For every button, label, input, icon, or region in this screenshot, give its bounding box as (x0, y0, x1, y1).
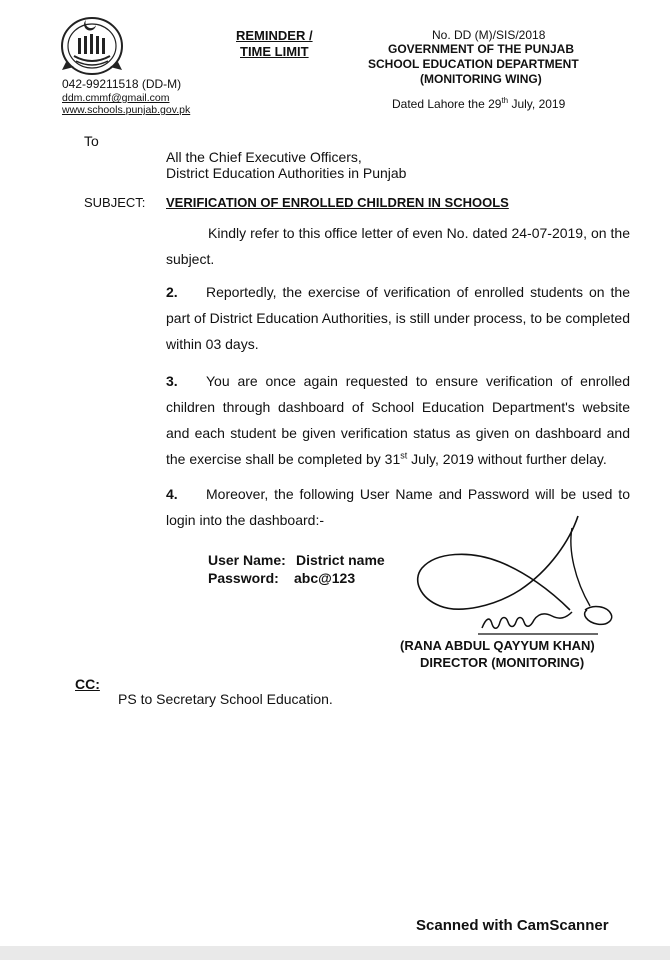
time-limit-label: TIME LIMIT (240, 44, 309, 59)
paragraph-3-number: 3. (166, 373, 178, 389)
reminder-label: REMINDER / (236, 28, 313, 43)
dated-day-number: 29 (488, 97, 502, 111)
paragraph-3-sup: st (400, 450, 408, 461)
bottom-band (0, 946, 670, 960)
handwritten-signature (400, 510, 640, 650)
username-value: District name (296, 552, 385, 568)
signatory-name: (RANA ABDUL QAYYUM KHAN) (400, 638, 595, 653)
paragraph-3-text-b: July, 2019 without further delay. (407, 451, 607, 467)
dated-line (392, 96, 565, 111)
camscanner-watermark: Scanned with CamScanner (416, 917, 609, 934)
paragraph-2-number: 2. (166, 284, 178, 300)
username-label: User Name: (208, 552, 286, 568)
dated-day-suffix: th (501, 96, 509, 105)
paragraph-4-number: 4. (166, 486, 178, 502)
to-label: To (84, 133, 99, 149)
signatory-title: DIRECTOR (MONITORING) (420, 655, 585, 670)
dated-day (488, 97, 508, 111)
website-link[interactable]: www.schools.punjab.gov.pk (62, 104, 191, 116)
paragraph-3-text-a: You are once again requested to ensure verification of enrolled children through dashboard of School Education Department's website and each student be given verification status as given on dashboard and the exercise shall be completed by 31 (166, 373, 630, 467)
password-value: abc@123 (294, 570, 356, 586)
dated-prefix: Dated Lahore the (392, 97, 485, 111)
paragraph-2 (166, 279, 630, 357)
subject-label: SUBJECT: (84, 195, 146, 210)
punjab-government-emblem-icon (58, 12, 126, 76)
paragraph-1-text: Kindly refer to this office letter of even No. dated 24-07-2019, on the subject. (166, 225, 630, 267)
email-link[interactable]: ddm.cmmf@gmail.com (62, 92, 170, 104)
reference-number: No. DD (M)/SIS/2018 (432, 28, 546, 42)
phone-number: 042-99211518 (DD-M) (62, 77, 182, 91)
department-line: SCHOOL EDUCATION DEPARTMENT (368, 57, 579, 71)
password-label: Password: (208, 570, 279, 586)
wing-line: (MONITORING WING) (420, 72, 542, 86)
paragraph-4-text: Moreover, the following User Name and Password will be used to login into the dashboard:- (166, 486, 630, 528)
cc-label: CC: (75, 676, 100, 692)
paragraph-2-text: Reportedly, the exercise of verification of enrolled students on the part of District Education Authorities, is still under process, to be completed within 03 days. (166, 284, 630, 352)
dated-rest: July, 2019 (511, 97, 566, 111)
paragraph-1 (166, 220, 630, 272)
government-line: GOVERNMENT OF THE PUNJAB (388, 42, 575, 56)
addressee-line-1: All the Chief Executive Officers, (166, 149, 362, 165)
subject-text: VERIFICATION OF ENROLLED CHILDREN IN SCHOOLS (166, 195, 509, 210)
addressee-line-2: District Education Authorities in Punjab (166, 165, 407, 181)
paragraph-3 (166, 368, 630, 472)
cc-item: PS to Secretary School Education. (118, 691, 333, 707)
